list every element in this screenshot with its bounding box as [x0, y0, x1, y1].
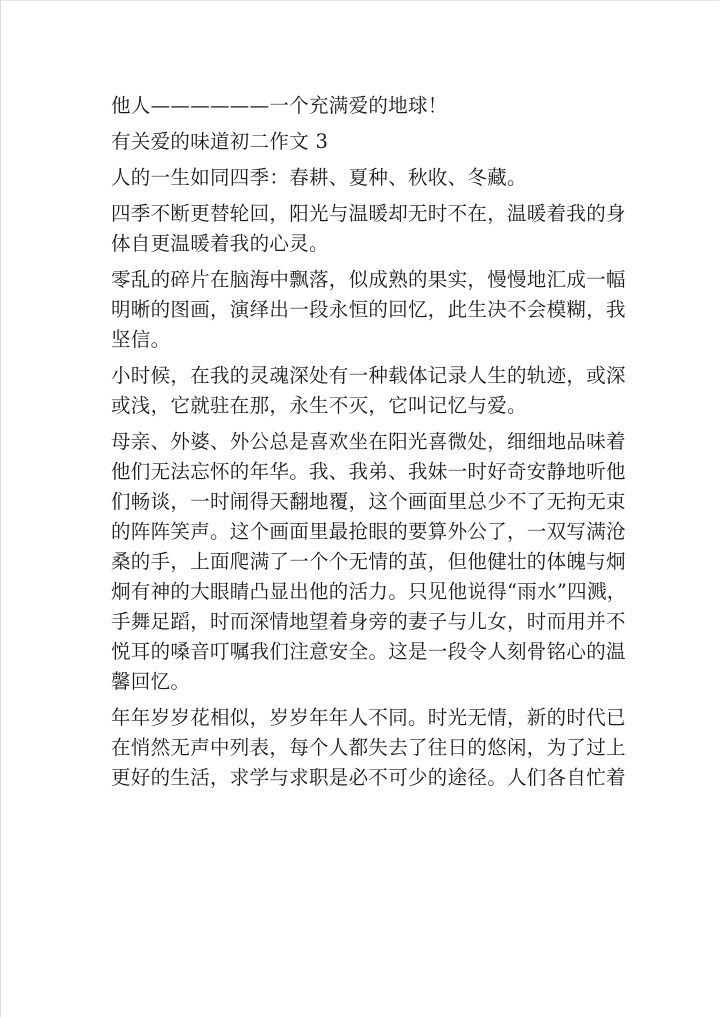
text-line: 或浅，它就驻在那，永生不灭，它叫记忆与爱。	[111, 394, 527, 417]
text-line: 有关爱的味道初二作文 3	[111, 130, 329, 153]
text-line: 他们无法忘怀的年华。我、我弟、我妹一时好奇安静地听他	[111, 460, 626, 483]
text-line: 明晰的图画，演绎出一段永恒的回忆，此生决不会模糊，我	[111, 298, 626, 321]
text-line: 们畅谈，一时闹得天翻地覆，这个画面里总少不了无拘无束	[111, 490, 626, 513]
text-line: 小时候，在我的灵魂深处有一种载体记录人生的轨迹，或深	[111, 364, 626, 387]
text-line: 桑的手，上面爬满了一个个无情的茧，但他健壮的体魄与炯	[111, 550, 626, 573]
text-line: 他人——————一个充满爱的地球！	[111, 94, 448, 117]
text-line: 馨回忆。	[111, 670, 191, 693]
text-line: 母亲、外婆、外公总是喜欢坐在阳光喜微处，细细地品味着	[111, 430, 626, 453]
text-line: 坚信。	[111, 328, 171, 351]
text-line: 年年岁岁花相似，岁岁年年人不同。时光无情，新的时代已	[111, 706, 626, 729]
text-line: 零乱的碎片在脑海中飘落，似成熟的果实，慢慢地汇成一幅	[111, 268, 626, 291]
text-line: 手舞足蹈，时而深情地望着身旁的妻子与儿女，时而用并不	[111, 610, 626, 633]
text-line: 四季不断更替轮回，阳光与温暖却无时不在，温暖着我的身	[111, 202, 626, 225]
text-line: 更好的生活，求学与求职是必不可少的途径。人们各自忙着	[111, 766, 626, 789]
text-line: 悦耳的嗓音叮嘱我们注意安全。这是一段令人刻骨铭心的温	[111, 640, 626, 663]
text-line: 在悄然无声中列表，每个人都失去了往日的悠闲，为了过上	[111, 736, 626, 759]
text-line: 炯有神的大眼睛凸显出他的活力。只见他说得“雨水”四溅，	[111, 580, 627, 603]
text-line: 的阵阵笑声。这个画面里最抢眼的要算外公了，一双写满沧	[111, 520, 626, 543]
text-line: 人的一生如同四季：春耕、夏种、秋收、冬藏。	[111, 166, 527, 189]
document-body	[111, 91, 627, 793]
text-line: 体自更温暖着我的心灵。	[111, 232, 329, 255]
